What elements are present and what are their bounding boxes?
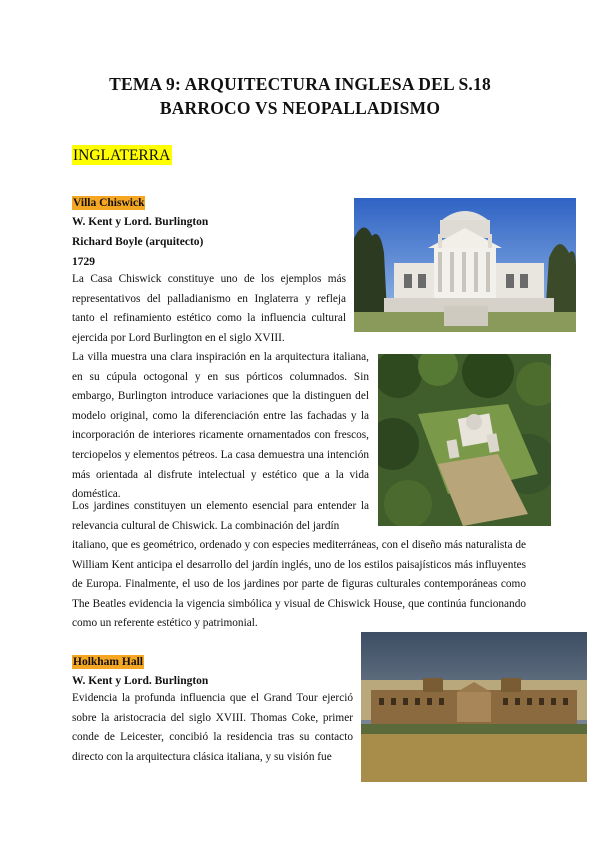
chiswick-paragraph-1-text: La Casa Chiswick constituye uno de los ejemplos más representativos del palladianismo en Inglaterra y refleja tanto el refinamiento estético como la influencia cultural ejercida por Lord Burlington en el siglo XVIII.: [72, 273, 346, 344]
chiswick-paragraph-1: [72, 270, 346, 348]
chiswick-paragraph-2: [72, 348, 369, 505]
holkham-paragraph-1-text: Evidencia la profunda influencia que el Grand Tour ejerció sobre la aristocracia del siglo XVIII. Thomas Coke, primer conde de Leicester, concibió la residencia tras su contacto directo con la arquitectura clásica italiana, y su visión fue: [72, 692, 353, 763]
holkham-authors: W. Kent y Lord. Burlington: [72, 675, 209, 687]
chiswick-house-photo: [354, 198, 576, 332]
chiswick-authors: W. Kent y Lord. Burlington: [72, 216, 209, 228]
chiswick-paragraph-3-wide: [72, 536, 526, 634]
holkham-heading: Holkham Hall: [73, 656, 143, 668]
chiswick-aerial-photo: [378, 354, 551, 526]
chiswick-paragraph-3-narrow: [72, 497, 369, 536]
holkham-paragraph-1: [72, 689, 353, 767]
chiswick-paragraph-2-text: La villa muestra una clara inspiración en la arquitectura italiana, en su cúpula octogonal y en sus pórticos columnados. Sin embargo, Burlington introduce variaciones que la distinguen del modelo original, como la diferenciación entre las fachadas y la incorporación de interiores ricamente ornamentados con frescos, terciopelos y elementos pétreos. La casa demuestra una intención más orientada al disfrute intelectual y estético que a la vida doméstica.: [72, 351, 369, 501]
chiswick-heading: Villa Chiswick: [73, 197, 145, 209]
chiswick-architect: Richard Boyle (arquitecto): [72, 236, 204, 248]
holkham-hall-photo: [361, 632, 587, 782]
chiswick-paragraph-3-wide-text: italiano, que es geométrico, ordenado y con especies mediterráneas, con el diseño más naturalista de William Kent anticipa el desarrollo del jardín inglés, uno de los estilos paisajísticos más influyentes de Europa. Finalmente, el uso de los jardines por parte de figuras culturales contemporáneas como The Beatles evidencia la vigencia simbólica y visual de Chiswick House, que continúa funcionando como un referente estético y patrimonial.: [72, 539, 526, 630]
chiswick-facade-illustration: [354, 198, 576, 332]
region-heading: INGLATERRA: [73, 147, 171, 164]
holkham-hall-illustration: [361, 632, 587, 782]
document-title-line2: BARROCO VS NEOPALLADISMO: [159, 98, 441, 118]
chiswick-year: 1729: [72, 256, 95, 268]
chiswick-aerial-illustration: [378, 354, 551, 526]
chiswick-paragraph-3-narrow-text: Los jardines constituyen un elemento esencial para entender la relevancia cultural de Chiswick. La combinación del jardín: [72, 500, 369, 532]
document-title-line1: TEMA 9: ARQUITECTURA INGLESA DEL S.18: [109, 74, 491, 94]
